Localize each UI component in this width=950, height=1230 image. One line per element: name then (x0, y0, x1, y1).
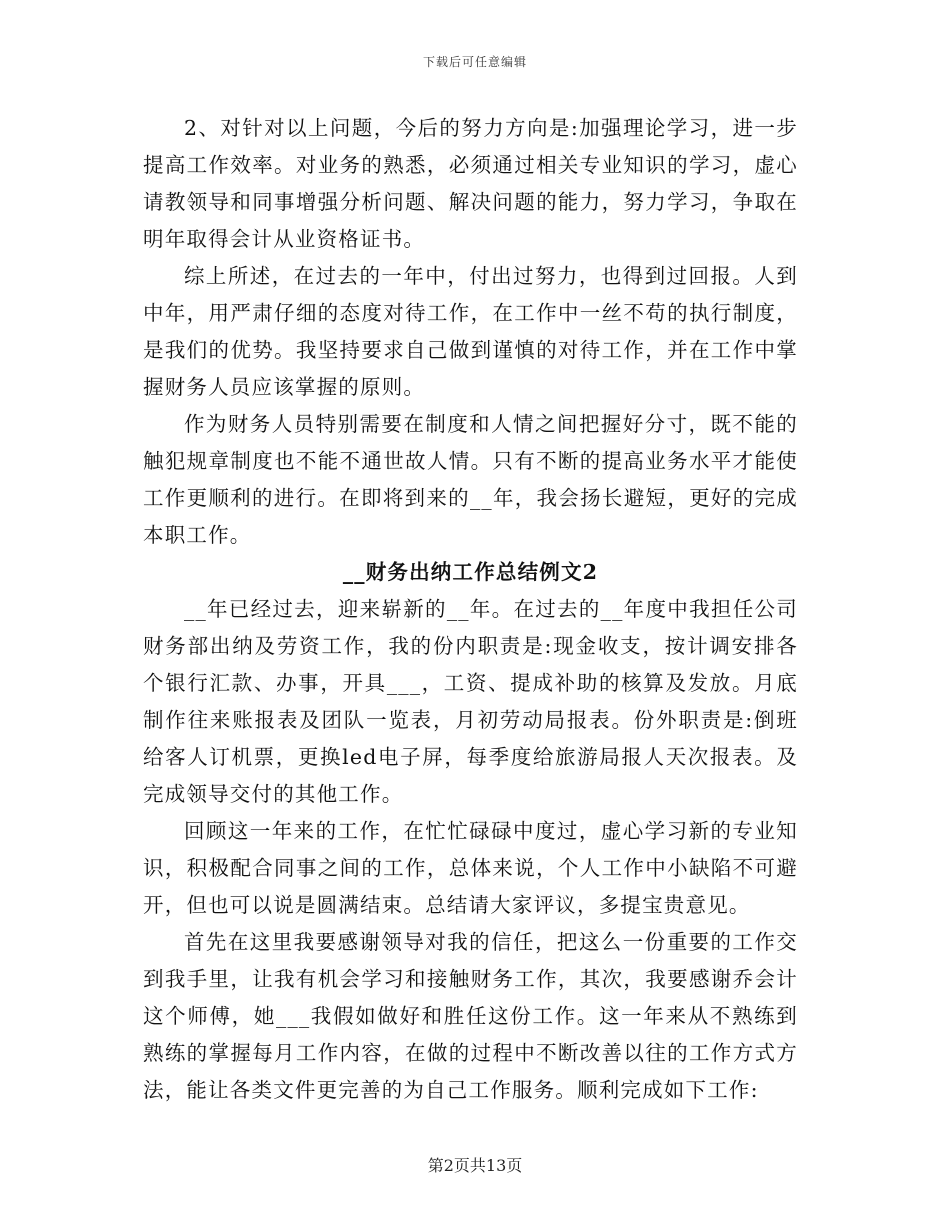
paragraph-summary: 综上所述，在过去的一年中，付出过努力，也得到过回报。人到中年，用严肃仔细的态度对待工作，在工作中一丝不苟的执行制度，是我们的优势。我坚持要求自己做到谨慎的对待工作，并在工作中掌握财务人员应该掌握的原则。 (143, 264, 798, 399)
document-body (143, 110, 798, 1109)
paragraph-duties: __年已经过去，迎来崭新的__年。在过去的__年度中我担任公司财务部出纳及劳资工作，我的份内职责是:现金收支，按计调安排各个银行汇款、办事，开具___，工资、提成补助的核算及发放。月底制作往来账报表及团队一览表，月初劳动局报表。份外职责是:倒班给客人订机票，更换led电子屏，每季度给旅游局报人天次报表。及完成领导交付的其他工作。 (143, 597, 798, 806)
page-header: 下载后可任意编辑 (422, 55, 527, 69)
page-footer: 第2页共13页 (427, 1156, 523, 1175)
section-title: __财务出纳工作总结例文2 (342, 560, 599, 584)
paragraph-thanks: 首先在这里我要感谢领导对我的信任，把这么一份重要的工作交到我手里，让我有机会学习和接触财务工作，其次，我要感谢乔会计这个师傅，她___我假如做好和胜任这份工作。这一年来从不熟练到熟练的掌握每月工作内容，在做的过程中不断改善以往的工作方式方法，能让各类文件更完善的为自己工作服务。顺利完成如下工作: (143, 930, 798, 1102)
paragraph-finance-principles: 作为财务人员特别需要在制度和人情之间把握好分寸，既不能的触犯规章制度也不能不通世故人情。只有不断的提高业务水平才能使工作更顺利的进行。在即将到来的__年，我会扬长避短，更好的完成本职工作。 (143, 412, 798, 547)
paragraph-improvement-direction: 2、对针对以上问题，今后的努力方向是:加强理论学习，进一步提高工作效率。对业务的熟悉，必须通过相关专业知识的学习，虚心请教领导和同事增强分析问题、解决问题的能力，努力学习，争取在明年取得会计从业资格证书。 (143, 116, 798, 251)
paragraph-review: 回顾这一年来的工作，在忙忙碌碌中度过，虚心学习新的专业知识，积极配合同事之间的工作，总体来说，个人工作中小缺陷不可避开，但也可以说是圆满结束。总结请大家评议，多提宝贵意见。 (143, 819, 798, 917)
